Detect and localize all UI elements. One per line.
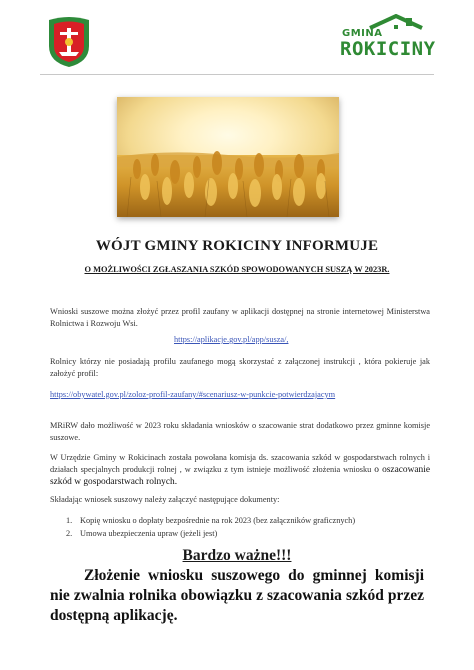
important-notice: Złożenie wniosku suszowego do gminnej komisji nie zwalnia rolnika obowiązku z szacowania szkód przez dostępną aplikację. <box>50 567 424 624</box>
page-subtitle: O MOŻLIWOŚCI ZGŁASZANIA SZKÓD SPOWODOWANYCH SUSZĄ W 2023R. <box>84 265 390 274</box>
list-item: 2. Umowa ubezpieczenia upraw (jeżeli jest) <box>66 529 218 538</box>
link-aplikacje-susza[interactable]: https://aplikacje.gov.pl/app/susza/, <box>174 335 289 344</box>
paragraph-commission-text: W Urzędzie Gminy w Rokicinach została powołana komisja ds. szacowania szkód w gospodarstwach rolnych i działach specjalnych produkcji rolnej , w związku z tym istnieje możliwość złożenia wniosku <box>50 453 430 474</box>
list-item: 1. Kopię wniosku o dopłaty bezpośrednie na rok 2023 (bez załączników graficznych) <box>66 516 356 525</box>
coat-of-arms-logo <box>46 16 92 68</box>
wheat-field-photo <box>117 97 339 217</box>
header-divider <box>40 74 434 75</box>
link-profil-zaufany[interactable]: https://obywatel.gov.pl/zoloz-profil-zaufany/#scenariusz-w-punkcie-potwierdzajacym <box>50 390 336 399</box>
paragraph-mrirw: MRiRW dało możliwość w 2023 roku składania wniosków o szacowanie strat dodatkowo przez gminne komisje suszowe. <box>50 421 430 442</box>
important-heading: Bardzo ważne!!! <box>182 547 292 564</box>
page-title: WÓJT GMINY ROKICINY INFORMUJE <box>95 238 379 254</box>
paragraph-documents: Składając wniosek suszowy należy załączyć następujące dokumenty: <box>50 495 280 504</box>
paragraph-commission-emphasis: o oszacowanie szkód w gospodarstwach rolnych. <box>50 464 430 487</box>
logo-text-gmina: GMINA <box>342 28 383 39</box>
paragraph-application: Wnioski suszowe można złożyć przez profil zaufany w aplikacji dostępnej na stronie internetowej Ministerstwa Rolnictwa i Rozwoju Wsi. <box>50 307 430 328</box>
paragraph-profile-instructions: Rolnicy którzy nie posiadają profilu zaufanego mogą skorzystać z załączonej instrukcji , która pokieruje jak założyć profil: <box>50 357 430 378</box>
documents-list <box>66 514 426 540</box>
logo-text-rokiciny: ROKICINY <box>340 38 436 60</box>
paragraph-commission <box>50 452 430 489</box>
gmina-rokiciny-logo <box>338 14 436 62</box>
